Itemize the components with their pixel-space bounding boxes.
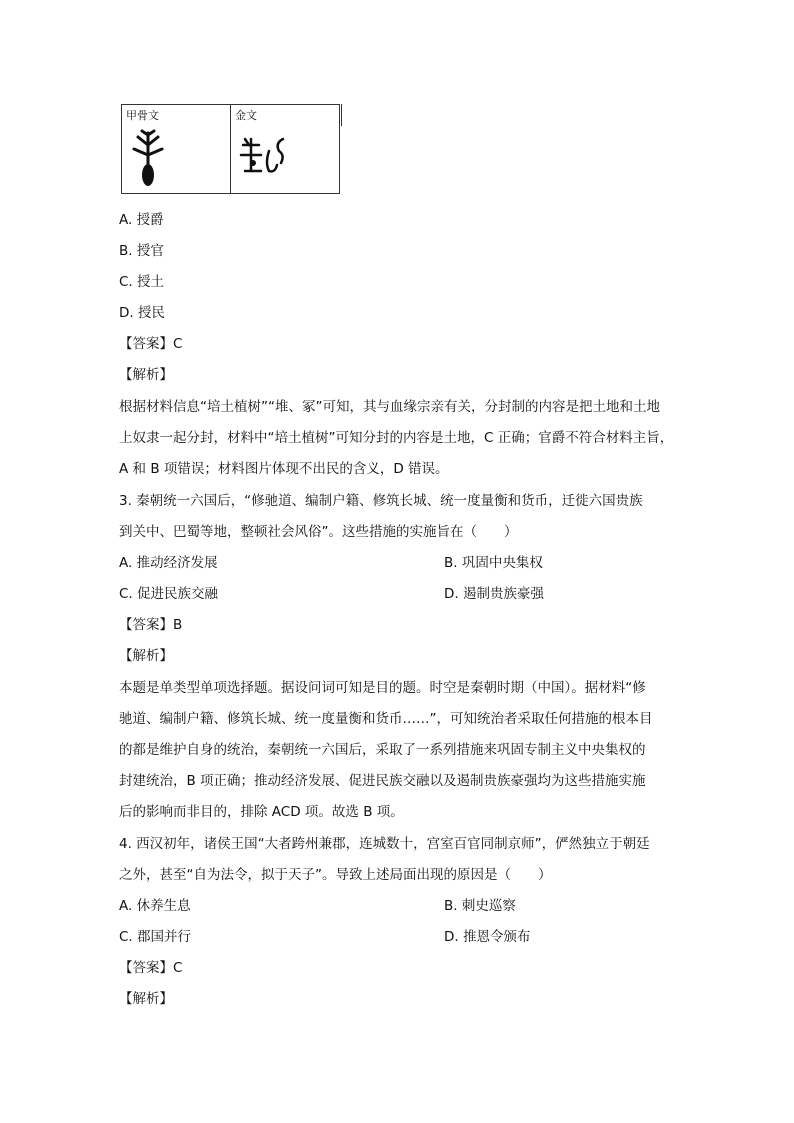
q2-answer: 【答案】C xyxy=(119,336,183,352)
q4-analysis-label: 【解析】 xyxy=(119,991,173,1007)
q2-analysis-line: 上奴隶一起分封，材料中“培土植树”可知分封的内容是土地，C 正确；官爵不符合材料主旨， xyxy=(119,430,674,446)
q2-option-d: D. 授民 xyxy=(119,305,165,321)
q3-option-b: B. 巩固中央集权 xyxy=(444,555,543,571)
q2-option-c: C. 授土 xyxy=(119,274,165,290)
q3-analysis-line: 封建统治，B 项正确；推动经济发展、促进民族交融以及遏制贵族豪强均为这些措施实施 xyxy=(119,773,646,789)
q2-analysis-label: 【解析】 xyxy=(119,367,173,383)
q4-option-c: C. 郡国并行 xyxy=(119,929,192,945)
q4-option-d: D. 推恩令颁布 xyxy=(444,929,531,945)
q3-analysis-line: 后的影响而非目的，排除 ACD 项。故选 B 项。 xyxy=(119,804,404,820)
q4-answer: 【答案】C xyxy=(119,960,183,976)
q2-option-a: A. 授爵 xyxy=(119,212,164,228)
inscription-table xyxy=(121,104,340,194)
q4-option-a: A. 休养生息 xyxy=(119,898,191,914)
jinwen-label: 金文 xyxy=(235,109,257,122)
jinwen-glyph-icon xyxy=(231,121,339,189)
q3-option-d: D. 遏制贵族豪强 xyxy=(444,586,544,602)
q3-option-c: C. 促进民族交融 xyxy=(119,586,219,602)
jiaguwen-label: 甲骨文 xyxy=(126,109,159,122)
q3-analysis-label: 【解析】 xyxy=(119,648,173,664)
q3-option-a: A. 推动经济发展 xyxy=(119,555,218,571)
q2-analysis-line: A 和 B 项错误；材料图片体现不出民的含义，D 错误。 xyxy=(119,461,449,477)
q2-option-b: B. 授官 xyxy=(119,243,164,259)
q3-analysis-line: 驰道、编制户籍、修筑长城、统一度量衡和货币……”，可知统治者采取任何措施的根本目 xyxy=(119,711,653,727)
jiaguwen-cell xyxy=(122,105,231,194)
q4-stem-line: 之外，甚至“自为法令，拟于天子”。导致上述局面出现的原因是（ ） xyxy=(119,867,552,883)
q3-stem-line: 到关中、巴蜀等地，整顿社会风俗”。这些措施的实施旨在（ ） xyxy=(119,524,518,540)
q3-analysis-line: 的都是维护自身的统治，秦朝统一六国后，采取了一系列措施来巩固专制主义中央集权的 xyxy=(119,742,646,758)
q3-answer: 【答案】B xyxy=(119,617,183,633)
table-edge xyxy=(339,104,342,126)
q3-analysis-line: 本题是单类型单项选择题。据设问词可知是目的题。时空是秦朝时期（中国）。据材料“修 xyxy=(119,680,646,696)
q2-analysis-line: 根据材料信息“培土植树”“堆、冢”可知，其与血缘宗亲有关，分封制的内容是把土地和土地 xyxy=(119,399,660,415)
q4-stem-line: 4. 西汉初年，诸侯王国“大者跨州兼郡，连城数十，宫室百官同制京师”，俨然独立于朝廷 xyxy=(119,836,650,852)
jiaguwen-tree-glyph-icon xyxy=(122,121,230,189)
jinwen-cell xyxy=(231,105,340,194)
q3-stem-line: 3. 秦朝统一六国后，“修驰道、编制户籍、修筑长城、统一度量衡和货币，迁徙六国贵族 xyxy=(119,493,643,509)
q4-option-b: B. 刺史巡察 xyxy=(444,898,516,914)
